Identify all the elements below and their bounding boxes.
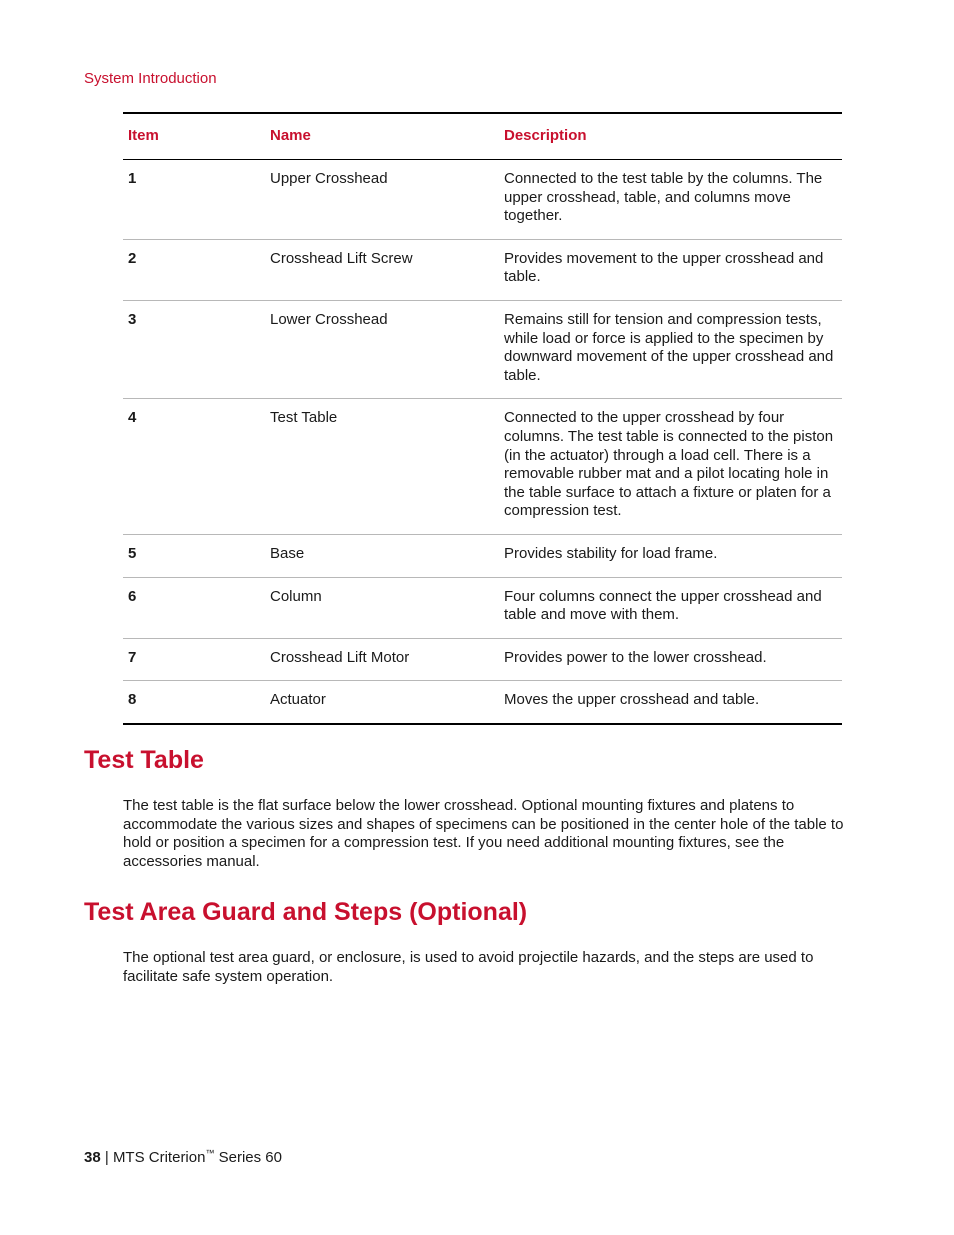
item-number: 2 xyxy=(123,239,265,300)
page-footer xyxy=(84,1148,282,1166)
part-description: Remains still for tension and compression tests, while load or force is applied to the specimen by downward movement of the upper crosshead and table. xyxy=(499,300,842,398)
part-description: Provides stability for load frame. xyxy=(499,534,842,577)
part-name: Actuator xyxy=(270,691,326,709)
item-number: 7 xyxy=(123,638,265,681)
table-row xyxy=(123,160,842,240)
table-row xyxy=(123,638,842,681)
trademark-symbol: ™ xyxy=(205,1148,215,1158)
parts-table xyxy=(123,112,842,725)
running-header: System Introduction xyxy=(84,70,217,87)
page-number: 38 xyxy=(84,1149,101,1166)
item-number: 6 xyxy=(123,577,265,638)
part-description: Provides power to the lower crosshead. xyxy=(499,638,842,681)
table-header-row xyxy=(123,113,842,160)
table-row xyxy=(123,239,842,300)
section-title-test-table: Test Table xyxy=(84,746,204,774)
part-name: Crosshead Lift Screw xyxy=(265,239,499,300)
section-body-test-area-guard: The optional test area guard, or enclosure, is used to avoid projectile hazards, and the steps are used to facilitate safe system operation. xyxy=(123,949,814,985)
table-row xyxy=(123,300,842,398)
column-header-description: Description xyxy=(499,113,842,160)
item-number: 3 xyxy=(123,300,265,398)
part-description: Connected to the upper crosshead by four columns. The test table is connected to the piston (in the actuator) through a load cell. There is a removable rubber mat and a pilot locating hole in the table surface to attach a fixture or platen for a compression test. xyxy=(499,399,842,535)
product-series: Series 60 xyxy=(218,1149,282,1166)
table-row xyxy=(123,681,842,724)
part-name: Lower Crosshead xyxy=(265,300,499,398)
part-name: Test Table xyxy=(265,399,499,535)
footer-separator: | xyxy=(104,1149,109,1166)
table-row xyxy=(123,577,842,638)
part-name: Upper Crosshead xyxy=(265,160,499,240)
item-number: 1 xyxy=(123,160,265,240)
product-name: MTS Criterion xyxy=(112,1149,206,1166)
column-header-item: Item xyxy=(123,113,265,160)
part-description: Provides movement to the upper crosshead and table. xyxy=(499,239,842,300)
table-row xyxy=(123,534,842,577)
part-description: Connected to the test table by the columns. The upper crosshead, table, and columns move together. xyxy=(499,160,842,240)
column-header-name: Name xyxy=(265,113,499,160)
section-body-test-table: The test table is the flat surface below the lower crosshead. Optional mounting fixtures and platens to accommodate the various sizes and shapes of specimens can be positioned in the center hole of the table to hold or position a specimen for a compression test. If you need additional mounting fixtures, see the accessories manual. xyxy=(123,797,844,871)
part-description: Four columns connect the upper crosshead and table and move with them. xyxy=(499,577,842,638)
part-name: Base xyxy=(265,534,499,577)
part-name: Column xyxy=(265,577,499,638)
part-name: Crosshead Lift Motor xyxy=(265,638,499,681)
item-number: 4 xyxy=(123,399,265,535)
part-description: Moves the upper crosshead and table. xyxy=(504,691,760,709)
section-title-test-area-guard: Test Area Guard and Steps (Optional) xyxy=(84,898,528,926)
table-row xyxy=(123,399,842,535)
item-number: 8 xyxy=(128,691,137,709)
item-number: 5 xyxy=(123,534,265,577)
